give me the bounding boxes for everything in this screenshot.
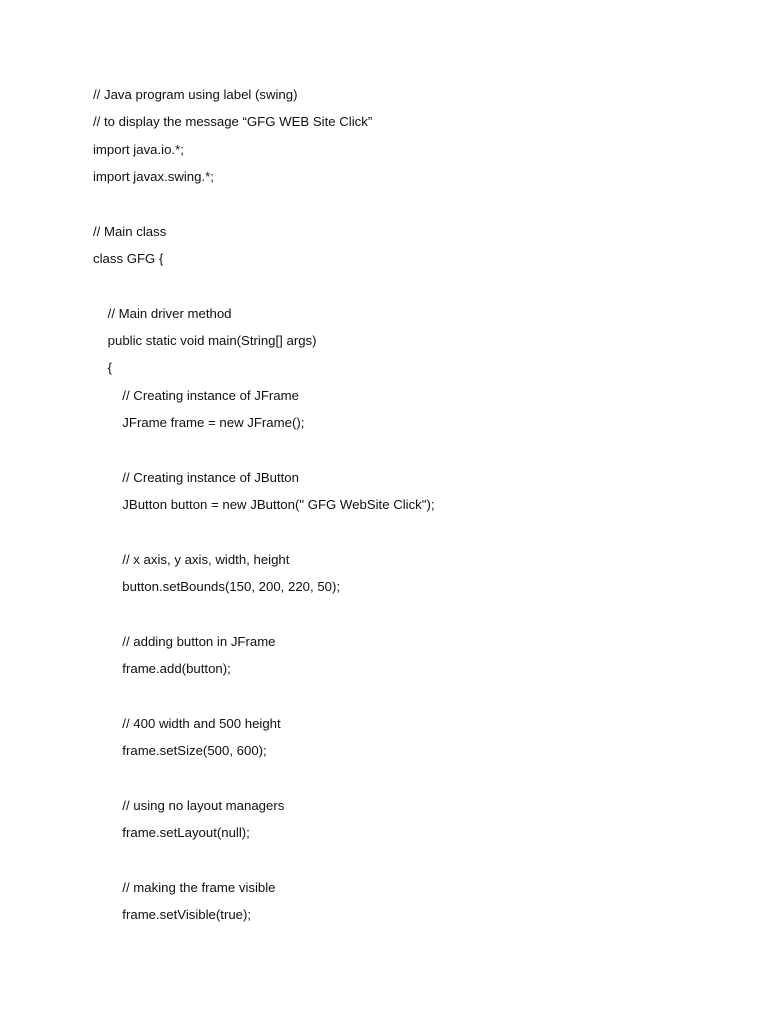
code-line: class GFG { [93, 251, 164, 267]
code-line: // adding button in JFrame [93, 633, 276, 649]
code-line: frame.setSize(500, 600); [93, 743, 267, 759]
code-line: // Main driver method [93, 305, 232, 321]
code-line [93, 687, 733, 714]
code-line: // Java program using label (swing) [93, 87, 298, 102]
code-line: import java.io.*; [93, 141, 184, 157]
code-line [93, 276, 733, 303]
code-line: // Creating instance of JButton [93, 469, 299, 485]
code-line: { [93, 360, 113, 376]
code-line: // x axis, y axis, width, height [93, 551, 290, 567]
code-line: import javax.swing.*; [93, 169, 214, 185]
code-line: // 400 width and 500 height [93, 715, 281, 731]
code-line [93, 851, 733, 878]
code-line [93, 194, 733, 221]
code-line: // to display the message “GFG WEB Site Click” [93, 114, 373, 130]
code-line [93, 605, 733, 632]
code-line: button.setBounds(150, 200, 220, 50); [93, 579, 341, 595]
code-line: frame.setLayout(null); [93, 825, 250, 841]
code-line: // making the frame visible [93, 879, 276, 895]
code-line [93, 769, 733, 796]
code-line: frame.add(button); [93, 661, 231, 677]
code-line: JButton button = new JButton(" GFG WebSite Click"); [93, 497, 435, 513]
code-line: // Creating instance of JFrame [93, 387, 299, 403]
code-line: JFrame frame = new JFrame(); [93, 415, 305, 431]
code-line: // using no layout managers [93, 797, 285, 813]
code-line: frame.setVisible(true); [93, 907, 252, 923]
code-line [93, 440, 733, 467]
code-line: // Main class [93, 223, 167, 239]
code-line: public static void main(String[] args) [93, 333, 317, 349]
code-listing [93, 85, 733, 933]
code-line [93, 523, 733, 550]
